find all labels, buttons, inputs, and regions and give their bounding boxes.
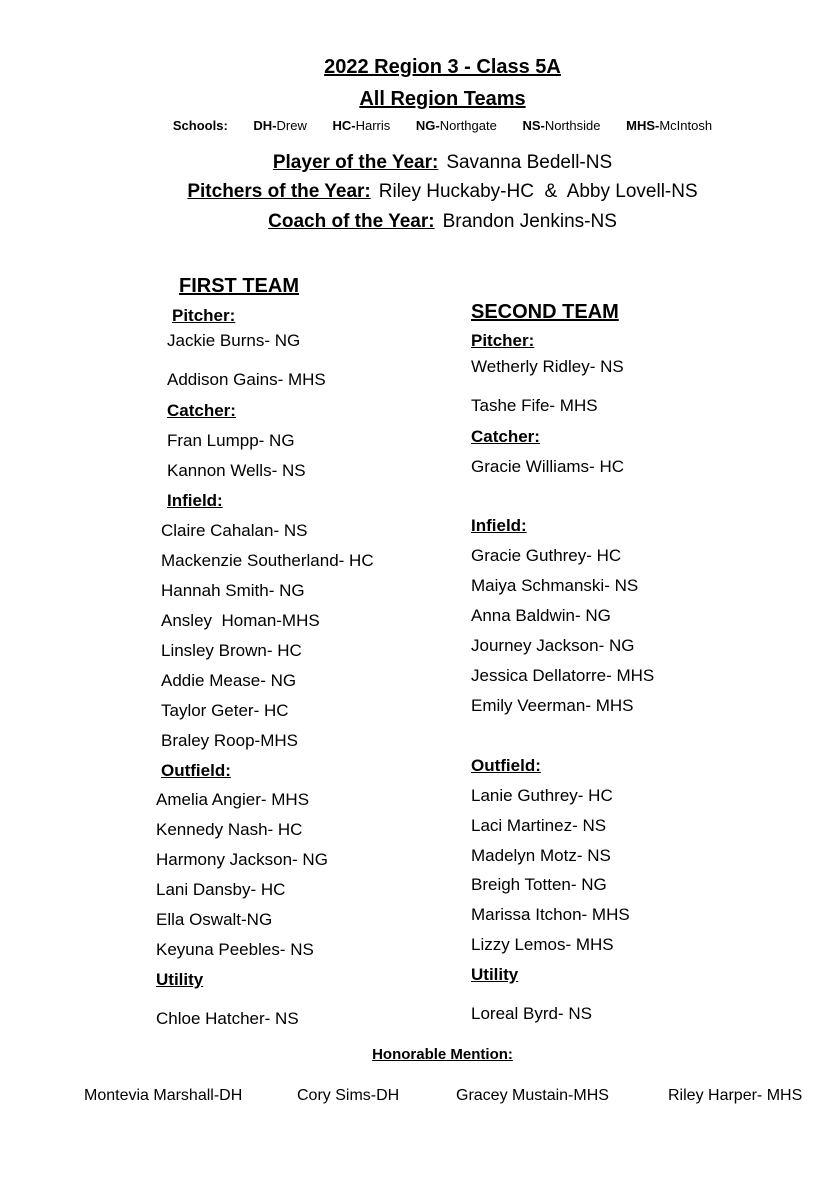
list-item: Kannon Wells- NS bbox=[167, 461, 306, 480]
first-pitcher-label: Pitcher: bbox=[172, 306, 236, 325]
list-item: Addie Mease- NG bbox=[161, 671, 297, 690]
first-team-heading: FIRST TEAM bbox=[179, 275, 299, 297]
list-item: Emily Veerman- MHS bbox=[471, 696, 634, 715]
list-item: Kennedy Nash- HC bbox=[156, 820, 303, 839]
list-item: Chloe Hatcher- NS bbox=[156, 1009, 299, 1028]
list-item: Jackie Burns- NG bbox=[167, 331, 301, 350]
list-item: Loreal Byrd- NS bbox=[471, 1004, 592, 1023]
list-item: Maiya Schmanski- NS bbox=[471, 576, 639, 595]
list-item: Gracie Guthrey- HC bbox=[471, 546, 622, 565]
honorable-mention-name: Cory Sims-DH bbox=[297, 1087, 400, 1104]
list-item: Taylor Geter- HC bbox=[161, 701, 289, 720]
list-item: Harmony Jackson- NG bbox=[156, 850, 328, 869]
honorable-mention-name: Gracey Mustain-MHS bbox=[456, 1087, 609, 1104]
list-item: Gracie Williams- HC bbox=[471, 457, 624, 476]
honorable-mention-heading: Honorable Mention: bbox=[372, 1046, 513, 1063]
list-item: Tashe Fife- MHS bbox=[471, 396, 598, 415]
honorable-mention-name: Riley Harper- MHS bbox=[668, 1087, 803, 1104]
second-outfield-label: Outfield: bbox=[471, 756, 541, 775]
school-key: HC-Harris bbox=[332, 118, 391, 133]
list-item: Marissa Itchon- MHS bbox=[471, 905, 630, 924]
list-item: Addison Gains- MHS bbox=[167, 370, 326, 389]
list-item: Fran Lumpp- NG bbox=[167, 431, 295, 450]
second-pitcher-label: Pitcher: bbox=[471, 331, 535, 350]
first-utility-label: Utility bbox=[156, 970, 204, 989]
list-item: Ella Oswalt-NG bbox=[156, 910, 273, 929]
school-key: MHS-McIntosh bbox=[626, 118, 713, 133]
list-item: Mackenzie Southerland- HC bbox=[161, 551, 374, 570]
school-key: NS-Northside bbox=[522, 118, 601, 133]
list-item: Madelyn Motz- NS bbox=[471, 846, 611, 865]
pitchers-of-year: Pitchers of the Year: Riley Huckaby-HC & Abby Lovell-NS bbox=[187, 181, 698, 202]
list-item: Breigh Totten- NG bbox=[471, 875, 607, 894]
coach-of-year: Coach of the Year: Brandon Jenkins-NS bbox=[268, 211, 617, 232]
second-infield-label: Infield: bbox=[471, 516, 527, 535]
first-infield-label: Infield: bbox=[167, 491, 223, 510]
list-item: Lanie Guthrey- HC bbox=[471, 786, 613, 805]
second-catcher-label: Catcher: bbox=[471, 427, 540, 446]
schools-label: Schools: bbox=[172, 118, 228, 133]
list-item: Laci Martinez- NS bbox=[471, 816, 607, 835]
list-item: Jessica Dellatorre- MHS bbox=[471, 666, 655, 685]
list-item: Amelia Angier- MHS bbox=[156, 790, 310, 809]
list-item: Lizzy Lemos- MHS bbox=[471, 935, 614, 954]
document-title: 2022 Region 3 - Class 5A bbox=[324, 56, 561, 78]
list-item: Ansley Homan-MHS bbox=[161, 611, 320, 630]
school-key: NG-Northgate bbox=[415, 118, 497, 133]
list-item: Braley Roop-MHS bbox=[161, 731, 298, 750]
first-outfield-label: Outfield: bbox=[161, 761, 231, 780]
honorable-mention-name: Montevia Marshall-DH bbox=[84, 1087, 243, 1104]
player-of-year: Player of the Year: Savanna Bedell-NS bbox=[272, 152, 613, 173]
list-item: Anna Baldwin- NG bbox=[471, 606, 611, 625]
list-item: Lani Dansby- HC bbox=[156, 880, 286, 899]
second-team-heading: SECOND TEAM bbox=[471, 301, 619, 323]
school-key: DH-Drew bbox=[253, 118, 307, 133]
list-item: Wetherly Ridley- NS bbox=[471, 357, 624, 376]
document-subtitle: All Region Teams bbox=[359, 88, 526, 110]
schools-legend bbox=[0, 118, 835, 133]
list-item: Keyuna Peebles- NS bbox=[156, 940, 314, 959]
list-item: Linsley Brown- HC bbox=[161, 641, 302, 660]
second-utility-label: Utility bbox=[471, 965, 519, 984]
list-item: Claire Cahalan- NS bbox=[161, 521, 308, 540]
first-catcher-label: Catcher: bbox=[167, 401, 236, 420]
list-item: Hannah Smith- NG bbox=[161, 581, 305, 600]
list-item: Journey Jackson- NG bbox=[471, 636, 635, 655]
